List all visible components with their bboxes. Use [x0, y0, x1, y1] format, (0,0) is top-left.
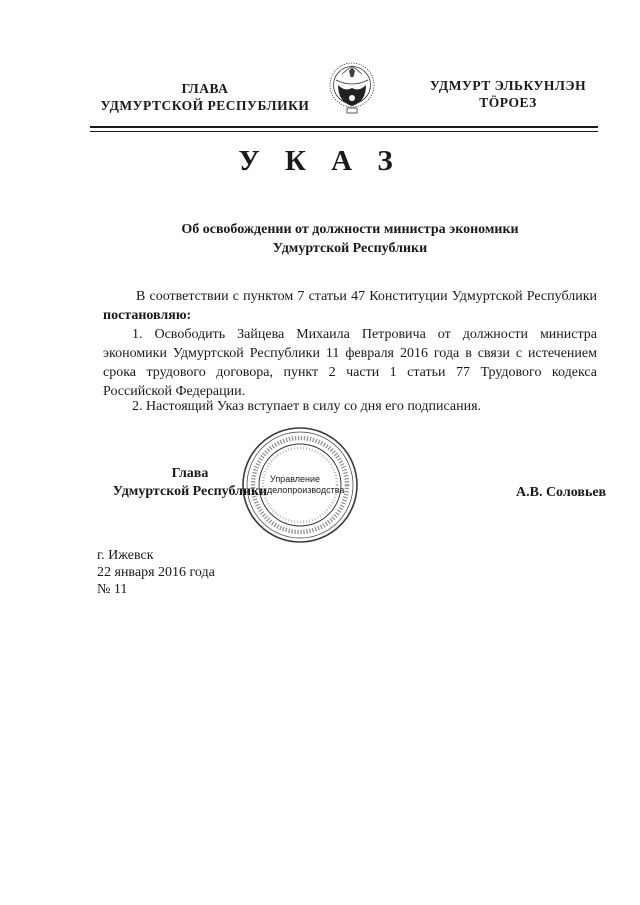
signature-title-line1: Глава [171, 466, 209, 481]
intro-text: В соответствии с пунктом 7 статьи 47 Конституции Удмуртской Республики [136, 289, 597, 304]
seal-center-line1: Управление [270, 474, 321, 484]
coat-of-arms-icon [327, 58, 377, 116]
header-right [408, 77, 608, 111]
subject-line1: Об освобождении от должности министра экономики [181, 222, 519, 237]
subject-line2: Удмуртской Республики [272, 241, 428, 256]
place-of-issue: г. Ижевск [97, 548, 154, 563]
decree-item-1: 1. Освободить Зайцева Михаила Петровича от должности министра экономики Удмуртской Республики 11 февраля 2016 года в связи с истечением срока трудового договора, пункт 2 части 1 статьи 77 Трудового кодекса Российской Федерации. [103, 327, 597, 399]
issue-date: 22 января 2016 года [97, 565, 215, 580]
seal-center-line2: делопроизводства [267, 485, 345, 495]
header-left-line1: ГЛАВА [181, 81, 229, 96]
signatory-name: А.В. Соловьев [516, 485, 607, 500]
decree-number: № 11 [97, 582, 128, 597]
document-subject [160, 220, 540, 258]
intro-decree-word: постановляю: [103, 308, 192, 323]
decree-item-2: 2. Настоящий Указ вступает в силу со дня его подписания. [132, 399, 482, 414]
header-left [80, 80, 330, 114]
header-right-line2: ТӦРОЕЗ [479, 95, 537, 110]
header-left-line2: УДМУРТСКОЙ РЕСПУБЛИКИ [100, 98, 310, 113]
header-right-line1: УДМУРТ ЭЛЬКУНЛЭН [429, 78, 587, 93]
intro-paragraph [103, 287, 597, 325]
signature-title-line2: Удмуртской Республики [112, 484, 268, 499]
signature-block [100, 465, 280, 501]
header-rule-thick [90, 126, 598, 128]
document-title: У К А З [238, 145, 402, 177]
header-rule-thin [90, 131, 598, 132]
